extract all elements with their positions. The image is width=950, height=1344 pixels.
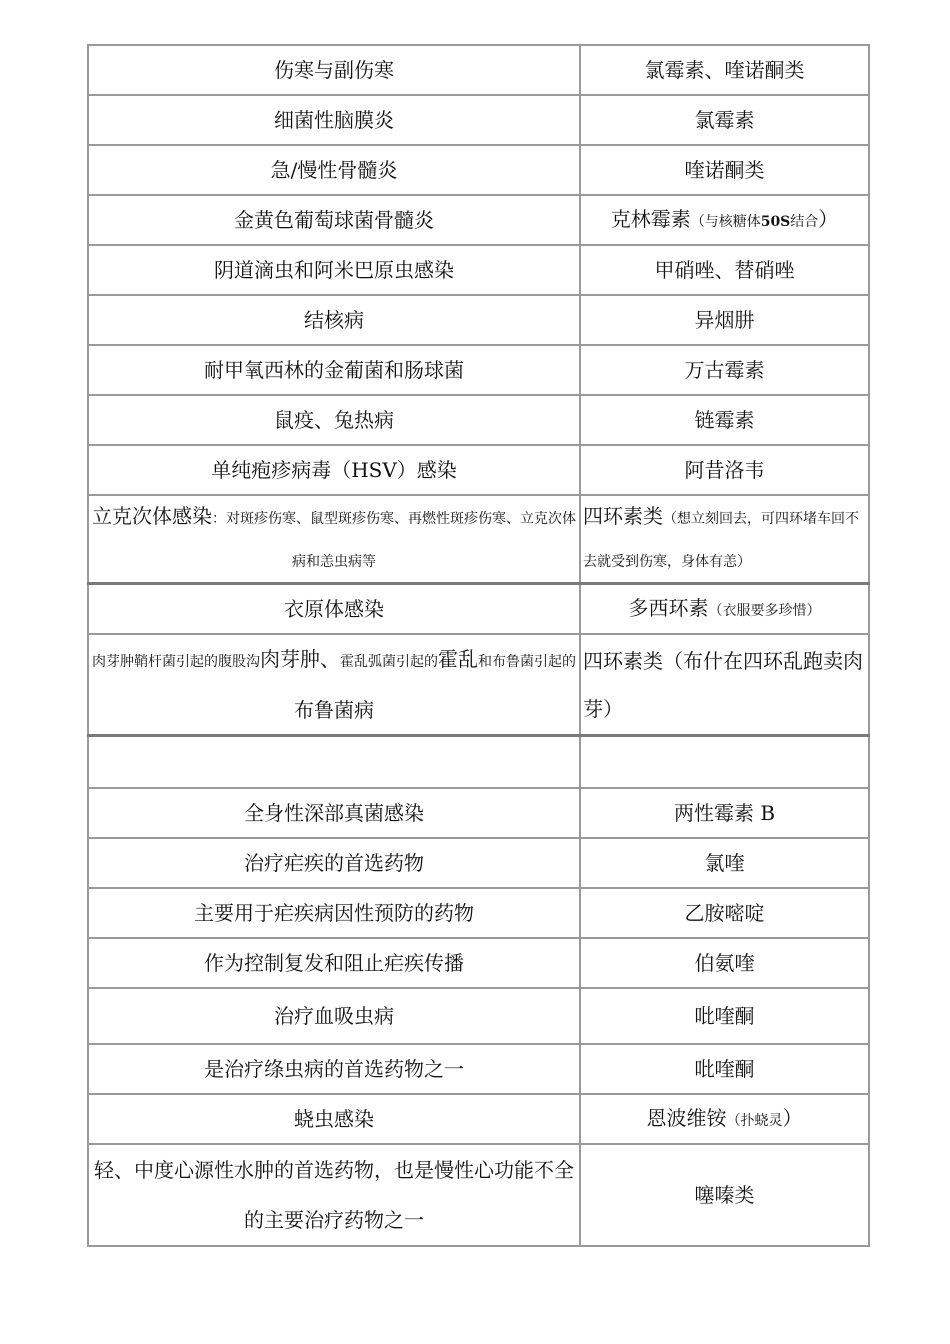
drug-note: 扑蛲灵	[740, 1112, 783, 1129]
disease-cell	[88, 736, 580, 789]
disease-note: ：对斑疹伤寒、鼠型斑疹伤寒、再燃性斑疹伤寒、立克次体病和恙虫病等	[212, 511, 576, 570]
drug-note: 与核糖体	[704, 213, 761, 230]
disease-cell: 是治疗绦虫病的首选药物之一	[88, 1044, 580, 1094]
table-row	[88, 1144, 869, 1246]
drug-cell: 氯霉素	[580, 95, 869, 145]
drug-cell	[580, 736, 869, 789]
table-row	[88, 988, 869, 1044]
drug-cell: 万古霉素	[580, 345, 869, 395]
drug-cell	[580, 1094, 869, 1144]
table-row	[88, 1044, 869, 1094]
drug-reference-table	[87, 44, 870, 1247]
drug-cell: 噻嗪类	[580, 1144, 869, 1246]
drug-cell: 吡喹酮	[580, 1044, 869, 1094]
drug-note-end: 结合	[790, 213, 819, 230]
drug-cell: 伯氨喹	[580, 938, 869, 988]
paren-open: （	[726, 1112, 741, 1129]
drug-cell: 喹诺酮类	[580, 145, 869, 195]
disease-cell: 伤寒与副伤寒	[88, 45, 580, 95]
drug-cell	[580, 495, 869, 584]
paren-close: ）	[818, 206, 839, 231]
disease-name: 立克次体感染	[92, 504, 212, 528]
disease-cell: 肉芽肿鞘杆菌引起的腹股沟肉芽肿、霍乱弧菌引起的霍乱和布鲁菌引起的布鲁菌病	[88, 634, 580, 736]
table-row	[88, 445, 869, 495]
disease-cell: 单纯疱疹病毒（HSV）感染	[88, 445, 580, 495]
drug-cell: 两性霉素 B	[580, 788, 869, 838]
disease-cell	[88, 495, 580, 584]
drug-note: （想立刻回去，可四环堵车回不去就受到伤寒，身体有恙）	[583, 511, 859, 570]
table-row	[88, 888, 869, 938]
drug-cell	[580, 584, 869, 635]
drug-cell: 吡喹酮	[580, 988, 869, 1044]
drug-cell: 氯喹	[580, 838, 869, 888]
disease-cell: 阴道滴虫和阿米巴原虫感染	[88, 245, 580, 295]
disease-cell: 衣原体感染	[88, 584, 580, 635]
table-row	[88, 736, 869, 789]
table-row	[88, 395, 869, 445]
disease-cell: 耐甲氧西林的金葡菌和肠球菌	[88, 345, 580, 395]
table-row	[88, 345, 869, 395]
drug-cell: 链霉素	[580, 395, 869, 445]
table-row	[88, 788, 869, 838]
disease-cell: 结核病	[88, 295, 580, 345]
disease-cell: 细菌性脑膜炎	[88, 95, 580, 145]
table-row	[88, 245, 869, 295]
table-row	[88, 95, 869, 145]
table-row	[88, 295, 869, 345]
disease-cell: 治疗血吸虫病	[88, 988, 580, 1044]
paren-close: ）	[782, 1105, 803, 1130]
disease-cell: 轻、中度心源性水肿的首选药物，也是慢性心功能不全的主要治疗药物之一	[88, 1144, 580, 1246]
drug-cell: 氯霉素、喹诺酮类	[580, 45, 869, 95]
disease-cell: 作为控制复发和阻止疟疾传播	[88, 938, 580, 988]
disease-cell: 全身性深部真菌感染	[88, 788, 580, 838]
drug-name: 恩波维铵	[646, 1105, 727, 1130]
table-row	[88, 45, 869, 95]
disease-cell: 治疗疟疾的首选药物	[88, 838, 580, 888]
table-row	[88, 584, 869, 635]
drug-name: 克林霉素	[610, 206, 691, 231]
table-row	[88, 495, 869, 584]
table-row	[88, 634, 869, 736]
drug-name: 多西环素	[628, 595, 709, 620]
drug-cell: 异烟肼	[580, 295, 869, 345]
drug-cell: 乙胺嘧啶	[580, 888, 869, 938]
table-row	[88, 838, 869, 888]
disease-cell: 金黄色葡萄球菌骨髓炎	[88, 195, 580, 245]
table-row	[88, 195, 869, 245]
paren-open: （	[690, 213, 705, 230]
disease-cell: 急/慢性骨髓炎	[88, 145, 580, 195]
drug-note-bold: 50S	[760, 213, 791, 230]
disease-cell: 主要用于疟疾病因性预防的药物	[88, 888, 580, 938]
table-row	[88, 1094, 869, 1144]
table-row	[88, 938, 869, 988]
drug-cell: 甲硝唑、替硝唑	[580, 245, 869, 295]
drug-note: （衣服要多珍惜）	[708, 602, 821, 619]
drug-cell	[580, 195, 869, 245]
disease-cell: 蛲虫感染	[88, 1094, 580, 1144]
drug-name: 四环素类	[583, 504, 663, 528]
disease-cell: 鼠疫、兔热病	[88, 395, 580, 445]
drug-cell: 四环素类（布什在四环乱跑卖肉芽）	[580, 634, 869, 736]
drug-cell: 阿昔洛韦	[580, 445, 869, 495]
table-row	[88, 145, 869, 195]
